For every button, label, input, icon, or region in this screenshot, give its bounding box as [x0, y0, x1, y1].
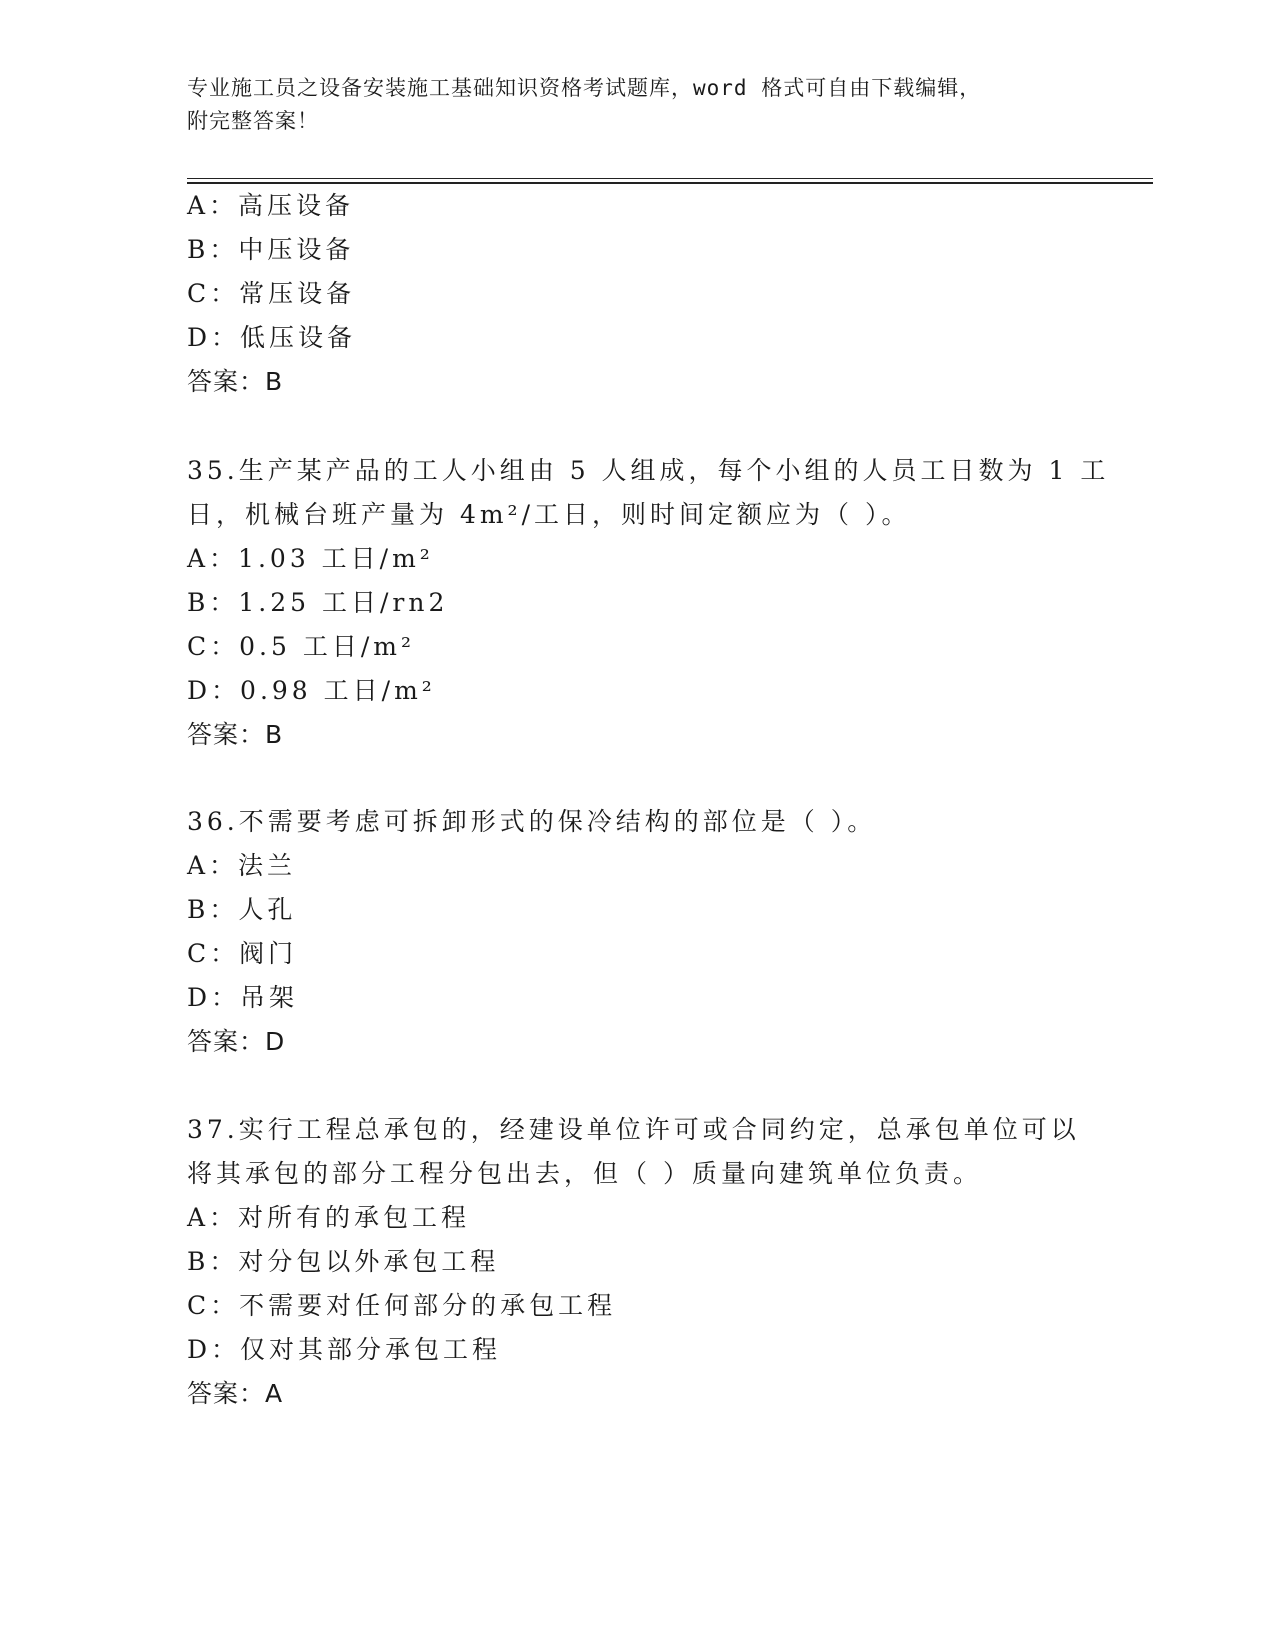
- document-header: [187, 72, 1087, 138]
- answer-line: 答案：D: [187, 1027, 286, 1056]
- option-d: D：0.98 工日/m²: [187, 676, 436, 705]
- header-divider: [187, 182, 1153, 184]
- question-stem: 35.生产某产品的工人小组由 5 人组成，每个小组的人员工日数为 1 工: [187, 456, 1110, 485]
- answer-line: 答案：B: [187, 367, 284, 396]
- header-line: 专业施工员之设备安装施工基础知识资格考试题库，word 格式可自由下载编辑，: [187, 76, 982, 100]
- option-a: A：对所有的承包工程: [187, 1203, 471, 1232]
- option-b: B：对分包以外承包工程: [187, 1247, 500, 1276]
- option-b: B：人孔: [187, 895, 297, 924]
- option-c: C：常压设备: [187, 279, 356, 308]
- option-c: C：0.5 工日/m²: [187, 632, 415, 661]
- header-line: 附完整答案！: [187, 109, 319, 133]
- option-d: D：低压设备: [187, 323, 357, 352]
- option-c: C：不需要对任何部分的承包工程: [187, 1291, 617, 1320]
- answer-line: 答案：B: [187, 720, 284, 749]
- question-stem: 37.实行工程总承包的，经建设单位许可或合同约定，总承包单位可以: [187, 1115, 1080, 1144]
- header-divider: [187, 178, 1153, 179]
- question-stem: 将其承包的部分工程分包出去，但（ ）质量向建筑单位负责。: [187, 1159, 982, 1188]
- option-c: C：阀门: [187, 939, 298, 968]
- option-d: D：仅对其部分承包工程: [187, 1335, 502, 1364]
- option-b: B：1.25 工日/rn2: [187, 588, 449, 617]
- option-a: A：1.03 工日/m²: [187, 544, 434, 573]
- option-a: A：高压设备: [187, 191, 355, 220]
- answer-line: 答案：A: [187, 1379, 284, 1408]
- question-stem: 日，机械台班产量为 4m²/工日，则时间定额应为（ ）。: [187, 500, 911, 529]
- option-a: A：法兰: [187, 851, 297, 880]
- option-b: B：中压设备: [187, 235, 355, 264]
- option-d: D：吊架: [187, 983, 299, 1012]
- question-stem: 36.不需要考虑可拆卸形式的保冷结构的部位是（ ）。: [187, 807, 877, 836]
